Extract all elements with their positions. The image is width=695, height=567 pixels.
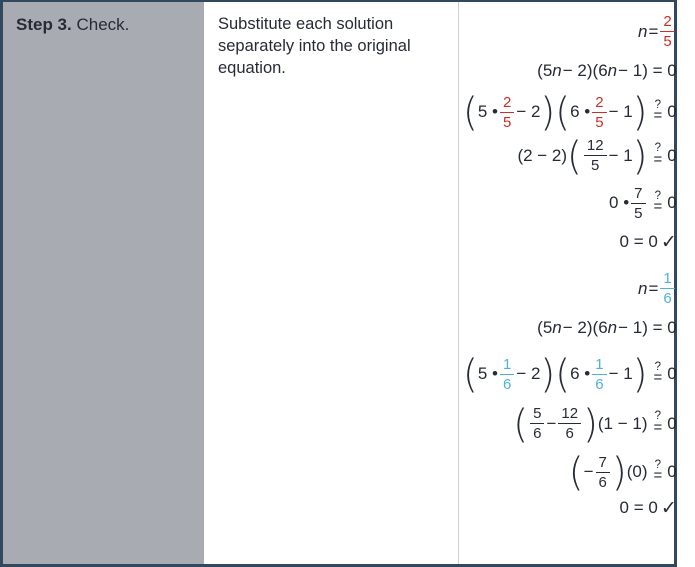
math-line [513,401,677,447]
math-text: − 2)(6 [562,60,608,80]
fraction [592,356,606,394]
fraction-numerator: 1 [660,270,674,289]
math-text: = [648,278,659,298]
math-text: (5 [537,317,553,337]
fraction [584,137,607,175]
math-text: (1 − 1) [597,413,648,433]
math-variable: n [637,278,648,298]
math-text: (0) [626,462,648,482]
math-text: − 2 [516,364,541,384]
question-mark: ? [654,458,662,471]
math-line [609,185,677,223]
fraction [660,13,674,51]
math-text: 6 • [570,364,591,384]
math-line [537,61,677,81]
questioned-equals [653,189,663,216]
questioned-equals [654,144,663,167]
math-line [620,497,677,519]
fraction [500,94,514,132]
math-text: = [648,21,659,41]
checkmark-icon: ✓ [660,231,677,253]
fraction-numerator: 2 [660,13,674,32]
math-line [537,318,677,338]
math-text: − 1 [608,364,633,384]
big-paren: ( [463,351,478,397]
fraction-denominator: 5 [595,113,604,131]
question-mark: ? [654,410,662,423]
math-text: − [583,462,594,482]
big-paren: ) [632,89,648,135]
math-text: 0 • [609,193,630,213]
big-paren: ( [567,133,582,179]
math-variable: n [607,317,618,337]
fraction [500,356,514,394]
math-line [517,133,677,179]
fraction-numerator: 5 [530,405,544,424]
equals-sign: = [653,418,663,436]
big-paren: ( [513,401,529,447]
checkmark-icon: ✓ [660,497,677,519]
fraction-numerator: 7 [631,185,645,204]
math-variable: n [607,60,618,80]
fraction [631,185,645,223]
math-text: − 2 [516,102,541,122]
questioned-equals [653,458,663,485]
big-paren: ) [583,401,598,447]
math-text: − 1) = 0 [618,317,677,337]
fraction-numerator: 12 [558,405,581,424]
big-paren: ) [611,449,627,495]
math-text: − 2)(6 [562,317,608,337]
question-mark: ? [654,189,662,202]
big-paren: ) [540,351,556,397]
fraction-denominator: 6 [663,290,672,308]
math-text: 0 [667,413,677,433]
big-paren: ( [555,89,571,135]
fraction-denominator: 5 [634,204,643,222]
math-text: 0 [667,462,677,482]
big-paren: ( [555,351,571,397]
fraction-numerator: 7 [596,454,610,473]
fraction-denominator: 6 [598,473,607,491]
math-variable: n [552,60,562,80]
questioned-equals [653,98,663,125]
math-text: 5 • [477,102,498,122]
fraction-numerator: 1 [500,356,514,375]
fraction [592,94,606,132]
fraction [558,405,581,443]
big-paren: ( [568,449,584,495]
fraction-denominator: 6 [502,375,512,393]
math-text: 5 • [477,364,498,384]
big-paren: ) [540,89,556,135]
math-text: 0 [667,102,677,122]
math-text: (5 [537,60,553,80]
fraction-numerator: 1 [592,356,606,375]
fraction-denominator: 5 [502,113,512,131]
math-line [620,231,677,253]
math-line [638,270,677,308]
question-mark: ? [654,360,662,373]
math-line [568,449,677,495]
fraction-denominator: 6 [533,425,542,443]
math-text: 0 [667,193,677,213]
fraction [660,270,674,308]
equals-sign: = [653,150,663,168]
question-mark: ? [654,142,662,155]
math-line [463,89,677,135]
step-label-cell [3,2,204,564]
math-line [463,351,677,397]
math-text: − 1 [608,102,633,122]
math-text: 0 = 0 [619,232,658,251]
equals-sign: = [653,198,663,216]
fraction-numerator: 2 [592,94,606,113]
equals-sign: = [653,467,663,485]
question-mark: ? [654,98,662,111]
math-text: 0 [667,145,677,165]
math-text: 0 = 0 [619,498,658,517]
instruction-cell [204,2,458,564]
math-text: 6 • [570,102,591,122]
big-paren: ) [632,133,648,179]
fraction [530,405,544,443]
math-work-cell [458,2,695,564]
equals-sign: = [653,369,663,387]
fraction [596,454,610,492]
math-text: − 1) = 0 [618,60,677,80]
math-variable: n [637,21,648,41]
math-text: 0 [667,364,677,384]
questioned-equals [654,412,663,435]
math-variable: n [552,317,562,337]
fraction-denominator: 5 [591,157,600,175]
math-text: − [546,413,557,433]
math-text: (2 − 2) [517,145,568,165]
math-line [638,13,677,51]
fraction-denominator: 6 [565,425,574,443]
big-paren: ( [463,89,478,135]
math-text: − 1 [608,145,633,165]
questioned-equals [653,360,663,387]
fraction-denominator: 5 [663,33,672,51]
big-paren: ) [632,351,648,397]
step-number: Step 3. Check. [16,15,130,34]
fraction-denominator: 6 [595,375,604,393]
fraction-numerator: 12 [584,137,607,156]
equals-sign: = [653,107,663,125]
fraction-numerator: 2 [500,94,514,113]
instruction-text: Substitute each solution separately into the original equation. [218,15,411,77]
